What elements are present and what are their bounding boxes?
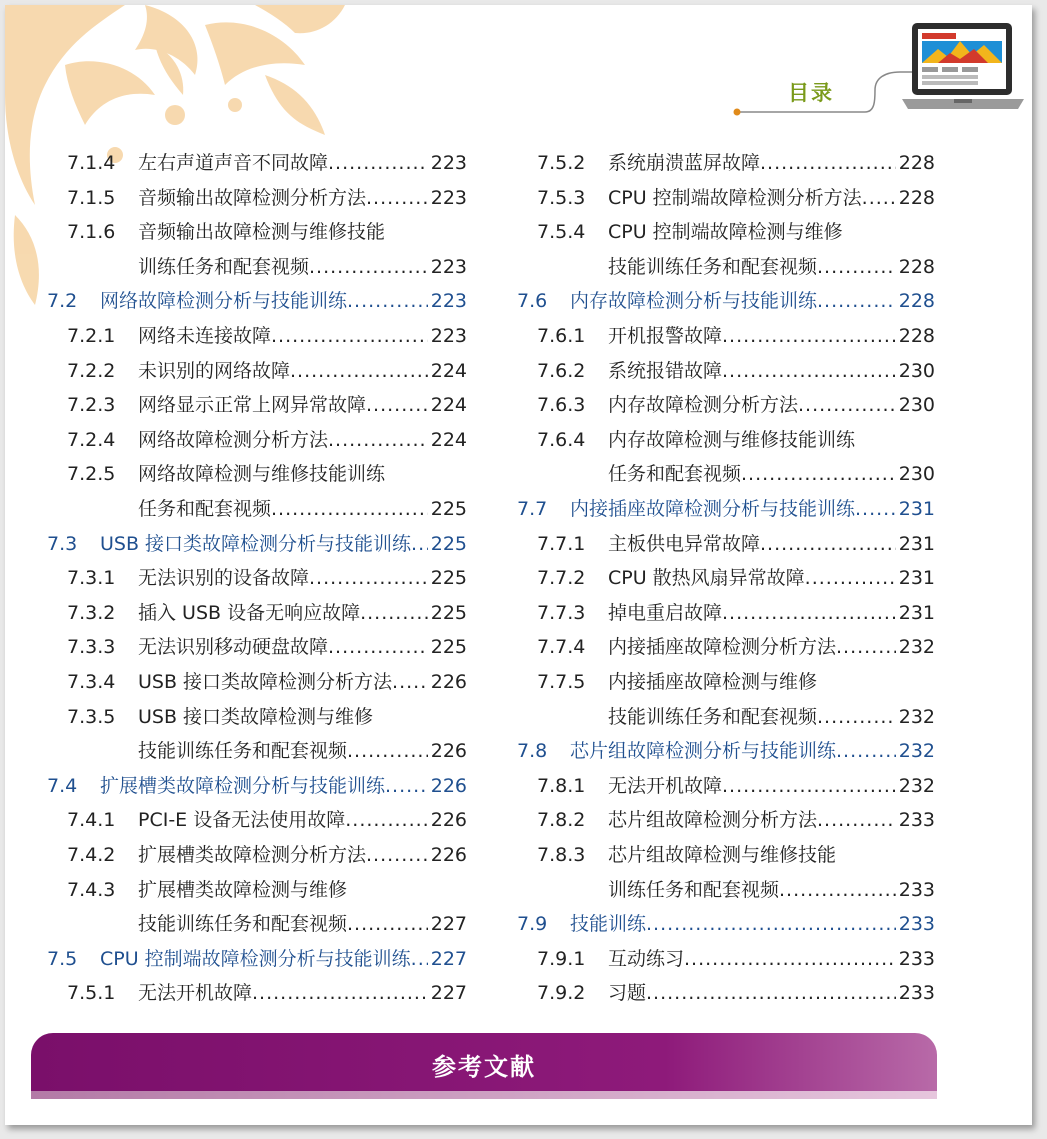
toc-entry-title: 芯片组故障检测分析与技能训练 xyxy=(570,740,837,763)
toc-entry-row xyxy=(495,388,935,422)
toc-page-number: 227 xyxy=(430,982,467,1005)
toc-entry-row xyxy=(5,319,467,353)
toc-dot-leader xyxy=(366,388,428,422)
toc-entry-row xyxy=(5,215,467,249)
toc-entry-number: 7.2.3 xyxy=(67,394,116,417)
toc-entry-title: 网络故障检测与维修技能训练 xyxy=(138,463,386,486)
toc-dot-leader xyxy=(741,457,896,491)
toc-entry-row xyxy=(5,976,467,1010)
toc-dot-leader xyxy=(366,838,428,872)
toc-entry-number: 7.8 xyxy=(517,740,548,763)
toc-entry-row xyxy=(495,838,935,872)
toc-dot-leader xyxy=(646,907,896,941)
toc-entry-number: 7.2.4 xyxy=(67,428,116,451)
toc-section-row xyxy=(5,942,467,976)
toc-page-number xyxy=(932,665,935,699)
toc-entry-title: 内接插座故障检测分析方法 xyxy=(608,636,837,659)
toc-entry-title: 网络故障检测分析与技能训练 xyxy=(100,290,348,313)
toc-entry-title: 系统报错故障 xyxy=(608,359,723,382)
toc-entry-number: 7.3.1 xyxy=(67,567,116,590)
toc-page-number: 233 xyxy=(898,913,935,936)
toc-dot-leader xyxy=(817,700,896,734)
toc-entry-number: 7.7.5 xyxy=(537,671,586,693)
toc-dot-leader xyxy=(805,561,896,595)
toc-entry-title: 互动练习 xyxy=(608,947,685,970)
toc-entry-title: 内存故障检测分析与技能训练 xyxy=(570,290,818,313)
toc-entry-title: 无法识别移动硬盘故障 xyxy=(138,636,329,659)
toc-entry-title: 芯片组故障检测与维修技能 xyxy=(608,844,837,866)
toc-entry-title: 未识别的网络故障 xyxy=(138,359,291,382)
toc-entry-number: 7.7.4 xyxy=(537,636,586,659)
toc-entry-number: 7.6.3 xyxy=(537,394,586,417)
toc-entry-title: 技能训练任务和配套视频 xyxy=(138,913,348,936)
toc-dot-leader xyxy=(347,284,428,318)
toc-entry-title: 网络未连接故障 xyxy=(138,325,272,347)
toc-page-number xyxy=(464,457,467,491)
toc-dot-leader xyxy=(722,769,896,803)
toc-page-number: 226 xyxy=(430,671,467,693)
toc-page xyxy=(5,5,1032,1125)
toc-page-number: 233 xyxy=(898,947,935,970)
toc-entry-row xyxy=(5,907,467,941)
toc-dot-leader xyxy=(722,596,896,630)
toc-entry-title: 技能训练 xyxy=(570,913,647,936)
toc-dot-leader xyxy=(347,907,428,941)
toc-page-number: 230 xyxy=(898,394,935,417)
toc-page-number: 230 xyxy=(898,359,935,382)
toc-page-number: 224 xyxy=(430,359,467,382)
toc-entry-title: 掉电重启故障 xyxy=(608,601,723,624)
toc-page-number: 233 xyxy=(898,982,935,1005)
toc-entry-number: 7.7.3 xyxy=(537,601,586,624)
toc-page-number: 224 xyxy=(430,428,467,451)
toc-dot-leader xyxy=(328,423,428,457)
toc-entry-title: CPU 散热风扇异常故障 xyxy=(608,567,805,590)
toc-entry-row xyxy=(5,665,467,699)
toc-entry-number: 7.4.1 xyxy=(67,809,116,832)
toc-page-number: 232 xyxy=(898,705,935,728)
toc-dot-leader xyxy=(271,492,428,526)
toc-entry-row xyxy=(495,181,935,215)
toc-entry-title: CPU 控制端故障检测与维修 xyxy=(608,221,843,244)
toc-entry-number: 7.3.4 xyxy=(67,671,116,693)
toc-entry-row xyxy=(5,561,467,595)
toc-entry-row xyxy=(495,700,935,734)
toc-entry-number: 7.1.6 xyxy=(67,221,116,244)
toc-page-number: 225 xyxy=(430,567,467,590)
toc-entry-row xyxy=(495,561,935,595)
toc-entry-title: CPU 控制端故障检测分析方法 xyxy=(608,186,862,209)
toc-dot-leader xyxy=(817,250,896,284)
toc-dot-leader xyxy=(862,181,896,215)
toc-entry-title: 插入 USB 设备无响应故障 xyxy=(138,601,361,624)
toc-entry-title: 主板供电异常故障 xyxy=(608,532,761,555)
toc-page-number xyxy=(464,873,467,907)
toc-entry-title: 训练任务和配套视频 xyxy=(608,878,780,901)
toc-dot-leader xyxy=(411,942,428,976)
toc-entry-number: 7.2.2 xyxy=(67,359,116,382)
toc-dot-leader xyxy=(798,388,896,422)
toc-entry-number: 7.5.4 xyxy=(537,221,586,244)
toc-page-number: 223 xyxy=(430,255,467,278)
toc-dot-leader xyxy=(328,146,428,180)
toc-entry-title: USB 接口类故障检测分析方法 xyxy=(138,671,393,693)
toc-entry-row xyxy=(495,873,935,907)
toc-dot-leader xyxy=(345,803,428,837)
toc-entry-row xyxy=(5,423,467,457)
toc-page-number: 231 xyxy=(898,532,935,555)
toc-page-number xyxy=(464,215,467,249)
toc-entry-row xyxy=(495,803,935,837)
toc-page-number xyxy=(932,215,935,249)
toc-page-number: 232 xyxy=(898,636,935,659)
toc-entry-title: 技能训练任务和配套视频 xyxy=(608,705,818,728)
toc-entry-title: 扩展槽类故障检测分析与技能训练 xyxy=(100,774,386,797)
toc-entry-number: 7.9.1 xyxy=(537,947,586,970)
toc-entry-row xyxy=(495,769,935,803)
toc-entry-number: 7.7.2 xyxy=(537,567,586,590)
toc-page-number: 223 xyxy=(430,325,467,347)
toc-page-number xyxy=(932,423,935,457)
toc-dot-leader xyxy=(779,873,896,907)
toc-page-number: 228 xyxy=(898,152,935,174)
toc-entry-row xyxy=(495,250,935,284)
toc-dot-leader xyxy=(252,976,428,1010)
toc-page-number: 223 xyxy=(430,186,467,209)
toc-entry-number: 7.7 xyxy=(517,498,548,520)
toc-entry-row xyxy=(5,700,467,734)
toc-entry-number: 7.9 xyxy=(517,913,548,936)
toc-dot-leader xyxy=(817,803,896,837)
toc-dot-leader xyxy=(290,354,428,388)
toc-entry-title: 内存故障检测分析方法 xyxy=(608,394,799,417)
toc-header-title: 目录 xyxy=(788,81,834,105)
toc-dot-leader xyxy=(817,284,896,318)
toc-page-number: 223 xyxy=(430,290,467,313)
toc-section-row xyxy=(5,284,467,318)
toc-page-number xyxy=(464,700,467,734)
toc-entry-row xyxy=(495,665,935,699)
toc-entry-title: 无法识别的设备故障 xyxy=(138,567,310,590)
toc-entry-number: 7.4 xyxy=(47,774,78,797)
toc-entry-title: 内接插座故障检测分析与技能训练 xyxy=(570,498,856,520)
toc-entry-number: 7.6.1 xyxy=(537,325,586,347)
toc-dot-leader xyxy=(760,527,896,561)
toc-entry-number: 7.5 xyxy=(47,947,78,970)
toc-dot-leader xyxy=(392,665,428,699)
toc-entry-row xyxy=(5,146,467,180)
toc-entry-title: 网络故障检测分析方法 xyxy=(138,428,329,451)
toc-entry-row xyxy=(5,734,467,768)
toc-entry-row xyxy=(5,596,467,630)
toc-section-row xyxy=(5,527,467,561)
toc-entry-row xyxy=(495,215,935,249)
toc-page-number: 231 xyxy=(898,498,935,520)
toc-entry-number: 7.1.5 xyxy=(67,186,116,209)
toc-entry-row xyxy=(5,803,467,837)
toc-page-number: 227 xyxy=(430,913,467,936)
toc-entry-title: 内存故障检测与维修技能训练 xyxy=(608,428,856,451)
toc-entry-number: 7.8.3 xyxy=(537,844,586,866)
toc-entry-title: 技能训练任务和配套视频 xyxy=(608,255,818,278)
toc-entry-row xyxy=(5,630,467,664)
toc-entry-row xyxy=(495,942,935,976)
toc-page-number: 233 xyxy=(898,809,935,832)
toc-entry-title: 芯片组故障检测分析方法 xyxy=(608,809,818,832)
toc-entry-number: 7.5.2 xyxy=(537,152,586,174)
toc-entry-row xyxy=(495,319,935,353)
toc-entry-title: 无法开机故障 xyxy=(608,774,723,797)
toc-entry-row xyxy=(5,838,467,872)
toc-page-number: 232 xyxy=(898,774,935,797)
toc-dot-leader xyxy=(366,181,428,215)
toc-entry-row xyxy=(495,976,935,1010)
toc-page-number: 225 xyxy=(430,498,467,520)
toc-entry-number: 7.3 xyxy=(47,532,78,555)
toc-entry-title: PCI-E 设备无法使用故障 xyxy=(138,809,346,832)
toc-dot-leader xyxy=(309,561,428,595)
toc-page-number: 225 xyxy=(430,601,467,624)
toc-dot-leader xyxy=(836,630,896,664)
toc-section-row xyxy=(495,284,935,318)
toc-entry-title: USB 接口类故障检测与维修 xyxy=(138,705,374,728)
toc-entry-number: 7.5.3 xyxy=(537,186,586,209)
toc-dot-leader xyxy=(722,354,896,388)
toc-page-number: 225 xyxy=(430,532,467,555)
toc-entry-title: 习题 xyxy=(608,982,647,1005)
toc-right-column xyxy=(495,5,940,1015)
toc-entry-title: 音频输出故障检测分析方法 xyxy=(138,186,367,209)
toc-section-row xyxy=(495,907,935,941)
toc-entry-title: 训练任务和配套视频 xyxy=(138,255,310,278)
toc-entry-number: 7.6.2 xyxy=(537,359,586,382)
toc-entry-title: 系统崩溃蓝屏故障 xyxy=(608,152,761,174)
toc-entry-title: 扩展槽类故障检测与维修 xyxy=(138,878,348,901)
toc-dot-leader xyxy=(360,596,428,630)
toc-section-row xyxy=(495,492,935,526)
toc-entry-number: 7.8.2 xyxy=(537,809,586,832)
toc-dot-leader xyxy=(309,250,428,284)
toc-page-number: 231 xyxy=(898,601,935,624)
toc-entry-title: 音频输出故障检测与维修技能 xyxy=(138,221,386,244)
toc-entry-number: 7.2.1 xyxy=(67,325,116,347)
toc-page-number: 233 xyxy=(898,878,935,901)
toc-entry-number: 7.3.5 xyxy=(67,705,116,728)
toc-entry-row xyxy=(495,630,935,664)
toc-page-number: 226 xyxy=(430,844,467,866)
toc-page-number: 224 xyxy=(430,394,467,417)
toc-entry-number: 7.5.1 xyxy=(67,982,116,1005)
toc-dot-leader xyxy=(855,492,896,526)
toc-dot-leader xyxy=(722,319,896,353)
toc-entry-row xyxy=(5,388,467,422)
toc-page-number: 231 xyxy=(898,567,935,590)
toc-page-number: 228 xyxy=(898,290,935,313)
toc-entry-number: 7.9.2 xyxy=(537,982,586,1005)
toc-page-number: 228 xyxy=(898,255,935,278)
toc-dot-leader xyxy=(347,734,428,768)
toc-page-number xyxy=(932,838,935,872)
toc-entry-title: 任务和配套视频 xyxy=(138,498,272,520)
toc-entry-row xyxy=(5,492,467,526)
references-banner xyxy=(31,1033,937,1091)
toc-entry-row xyxy=(495,423,935,457)
toc-left-column xyxy=(5,5,475,1015)
toc-entry-number: 7.2.5 xyxy=(67,463,116,486)
toc-dot-leader xyxy=(760,146,896,180)
toc-entry-number: 7.3.3 xyxy=(67,636,116,659)
toc-dot-leader xyxy=(385,769,428,803)
toc-entry-number: 7.7.1 xyxy=(537,532,586,555)
toc-entry-number: 7.8.1 xyxy=(537,774,586,797)
toc-entry-number: 7.4.2 xyxy=(67,844,116,866)
toc-entry-row xyxy=(495,457,935,491)
toc-page-number: 230 xyxy=(898,463,935,486)
toc-entry-title: 无法开机故障 xyxy=(138,982,253,1005)
toc-dot-leader xyxy=(646,976,896,1010)
toc-page-number: 232 xyxy=(898,740,935,763)
toc-dot-leader xyxy=(328,630,428,664)
toc-section-row xyxy=(5,769,467,803)
toc-dot-leader xyxy=(271,319,428,353)
toc-entry-title: 左右声道声音不同故障 xyxy=(138,152,329,174)
toc-entry-number: 7.4.3 xyxy=(67,878,116,901)
toc-entry-number: 7.6 xyxy=(517,290,548,313)
toc-dot-leader xyxy=(836,734,896,768)
toc-entry-title: CPU 控制端故障检测分析与技能训练 xyxy=(100,947,411,970)
toc-page-number: 226 xyxy=(430,774,467,797)
toc-entry-number: 7.3.2 xyxy=(67,601,116,624)
toc-entry-row xyxy=(5,873,467,907)
toc-entry-number: 7.6.4 xyxy=(537,428,586,451)
toc-entry-row xyxy=(495,146,935,180)
toc-entry-row xyxy=(5,250,467,284)
toc-page-number: 226 xyxy=(430,809,467,832)
toc-dot-leader xyxy=(684,942,896,976)
toc-page-number: 228 xyxy=(898,325,935,347)
toc-entry-title: 网络显示正常上网异常故障 xyxy=(138,394,367,417)
toc-entry-number: 7.1.4 xyxy=(67,152,116,174)
toc-dot-leader xyxy=(411,527,428,561)
toc-entry-row xyxy=(495,354,935,388)
toc-page-number: 227 xyxy=(430,947,467,970)
toc-page-number: 223 xyxy=(430,152,467,174)
toc-entry-title: USB 接口类故障检测分析与技能训练 xyxy=(100,532,412,555)
toc-entry-row xyxy=(5,354,467,388)
toc-entry-number: 7.2 xyxy=(47,290,78,313)
toc-entry-row xyxy=(495,527,935,561)
toc-entry-title: 扩展槽类故障检测分析方法 xyxy=(138,844,367,866)
toc-page-number: 225 xyxy=(430,636,467,659)
toc-entry-title: 内接插座故障检测与维修 xyxy=(608,671,818,693)
toc-entry-row xyxy=(5,181,467,215)
toc-entry-title: 开机报警故障 xyxy=(608,325,723,347)
toc-entry-row xyxy=(5,457,467,491)
toc-page-number: 228 xyxy=(898,186,935,209)
toc-entry-row xyxy=(495,596,935,630)
toc-entry-title: 任务和配套视频 xyxy=(608,463,742,486)
references-title: 参考文献 xyxy=(432,1053,536,1081)
toc-section-row xyxy=(495,734,935,768)
toc-entry-title: 技能训练任务和配套视频 xyxy=(138,740,348,763)
toc-page-number: 226 xyxy=(430,740,467,763)
